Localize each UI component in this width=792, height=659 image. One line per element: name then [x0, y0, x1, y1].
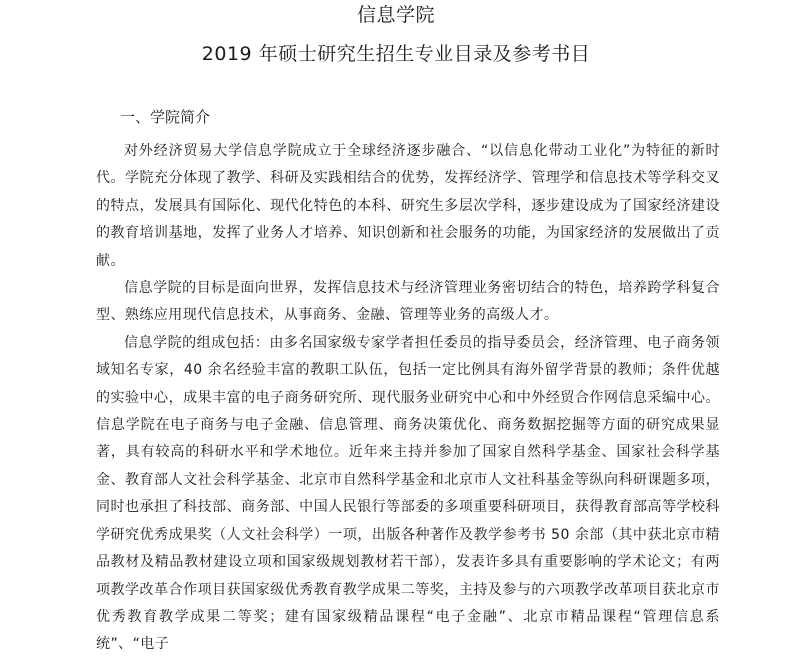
paragraph-3: 信息学院的组成包括：由多名国家级专家学者担任委员的指导委员会，经济管理、电子商务领域知名专家，40 余名经验丰富的教职工队伍，包括一定比例具有海外留学背景的教师；条件优越的实验中心，成果丰富的电子商务研究所、现代服务业研究中心和中外经贸合作网信息采编中心。信息学院在电子商务与电子金融、信息管理、商务决策优化、商务数据挖掘等方面的研究成果显著，具有较高的科研水平和学术地位。近年来主持并参加了国家自然科学基金、国家社会科学基金、教育部人文社会科学基金、北京市自然科学基金和北京市人文社科基金等纵向科研课题多项，同时也承担了科技部、商务部、中国人民银行等部委的多项重要科研项目，获得教育部高等学校科学研究优秀成果奖（人文社会科学）一项，出版各种著作及教学参考书 50 余部（其中获北京市精品教材及精品教材建设立项和国家级规划教材若干部），发表许多具有重要影响的学术论文；有两项教学改革合作项目获国家级优秀教育教学成果二等奖，主持及参与的六项教学改革项目获北京市优秀教育教学成果二等奖；建有国家级精品课程“电子金融”、北京市精品课程“管理信息系统”、“电子	[96, 334, 720, 653]
paragraph-1: 对外经济贸易大学信息学院成立于全球经济逐步融合、“以信息化带动工业化”为特征的新时代。学院充分体现了教学、科研及实践相结合的优势，发挥经济学、管理学和信息技术等学科交叉的特点，发展具有国际化、现代化特色的本科、研究生多层次学科，逐步建设成为了国家经济建设的教育培训基地，发挥了业务人才培养、知识创新和社会服务的功能，为国家经济的发展做出了贡献。	[96, 143, 720, 269]
section-heading-college-intro: 一、学院简介	[120, 108, 211, 126]
document-subtitle: 2019 年硕士研究生招生专业目录及参考书目	[201, 43, 591, 65]
body-text	[96, 138, 720, 659]
paragraph-2: 信息学院的目标是面向世界，发挥信息技术与经济管理业务密切结合的特色，培养跨学科复合型、熟练应用现代信息技术，从事商务、金融、管理等业务的高级人才。	[96, 280, 720, 324]
document-title: 信息学院	[356, 4, 435, 26]
